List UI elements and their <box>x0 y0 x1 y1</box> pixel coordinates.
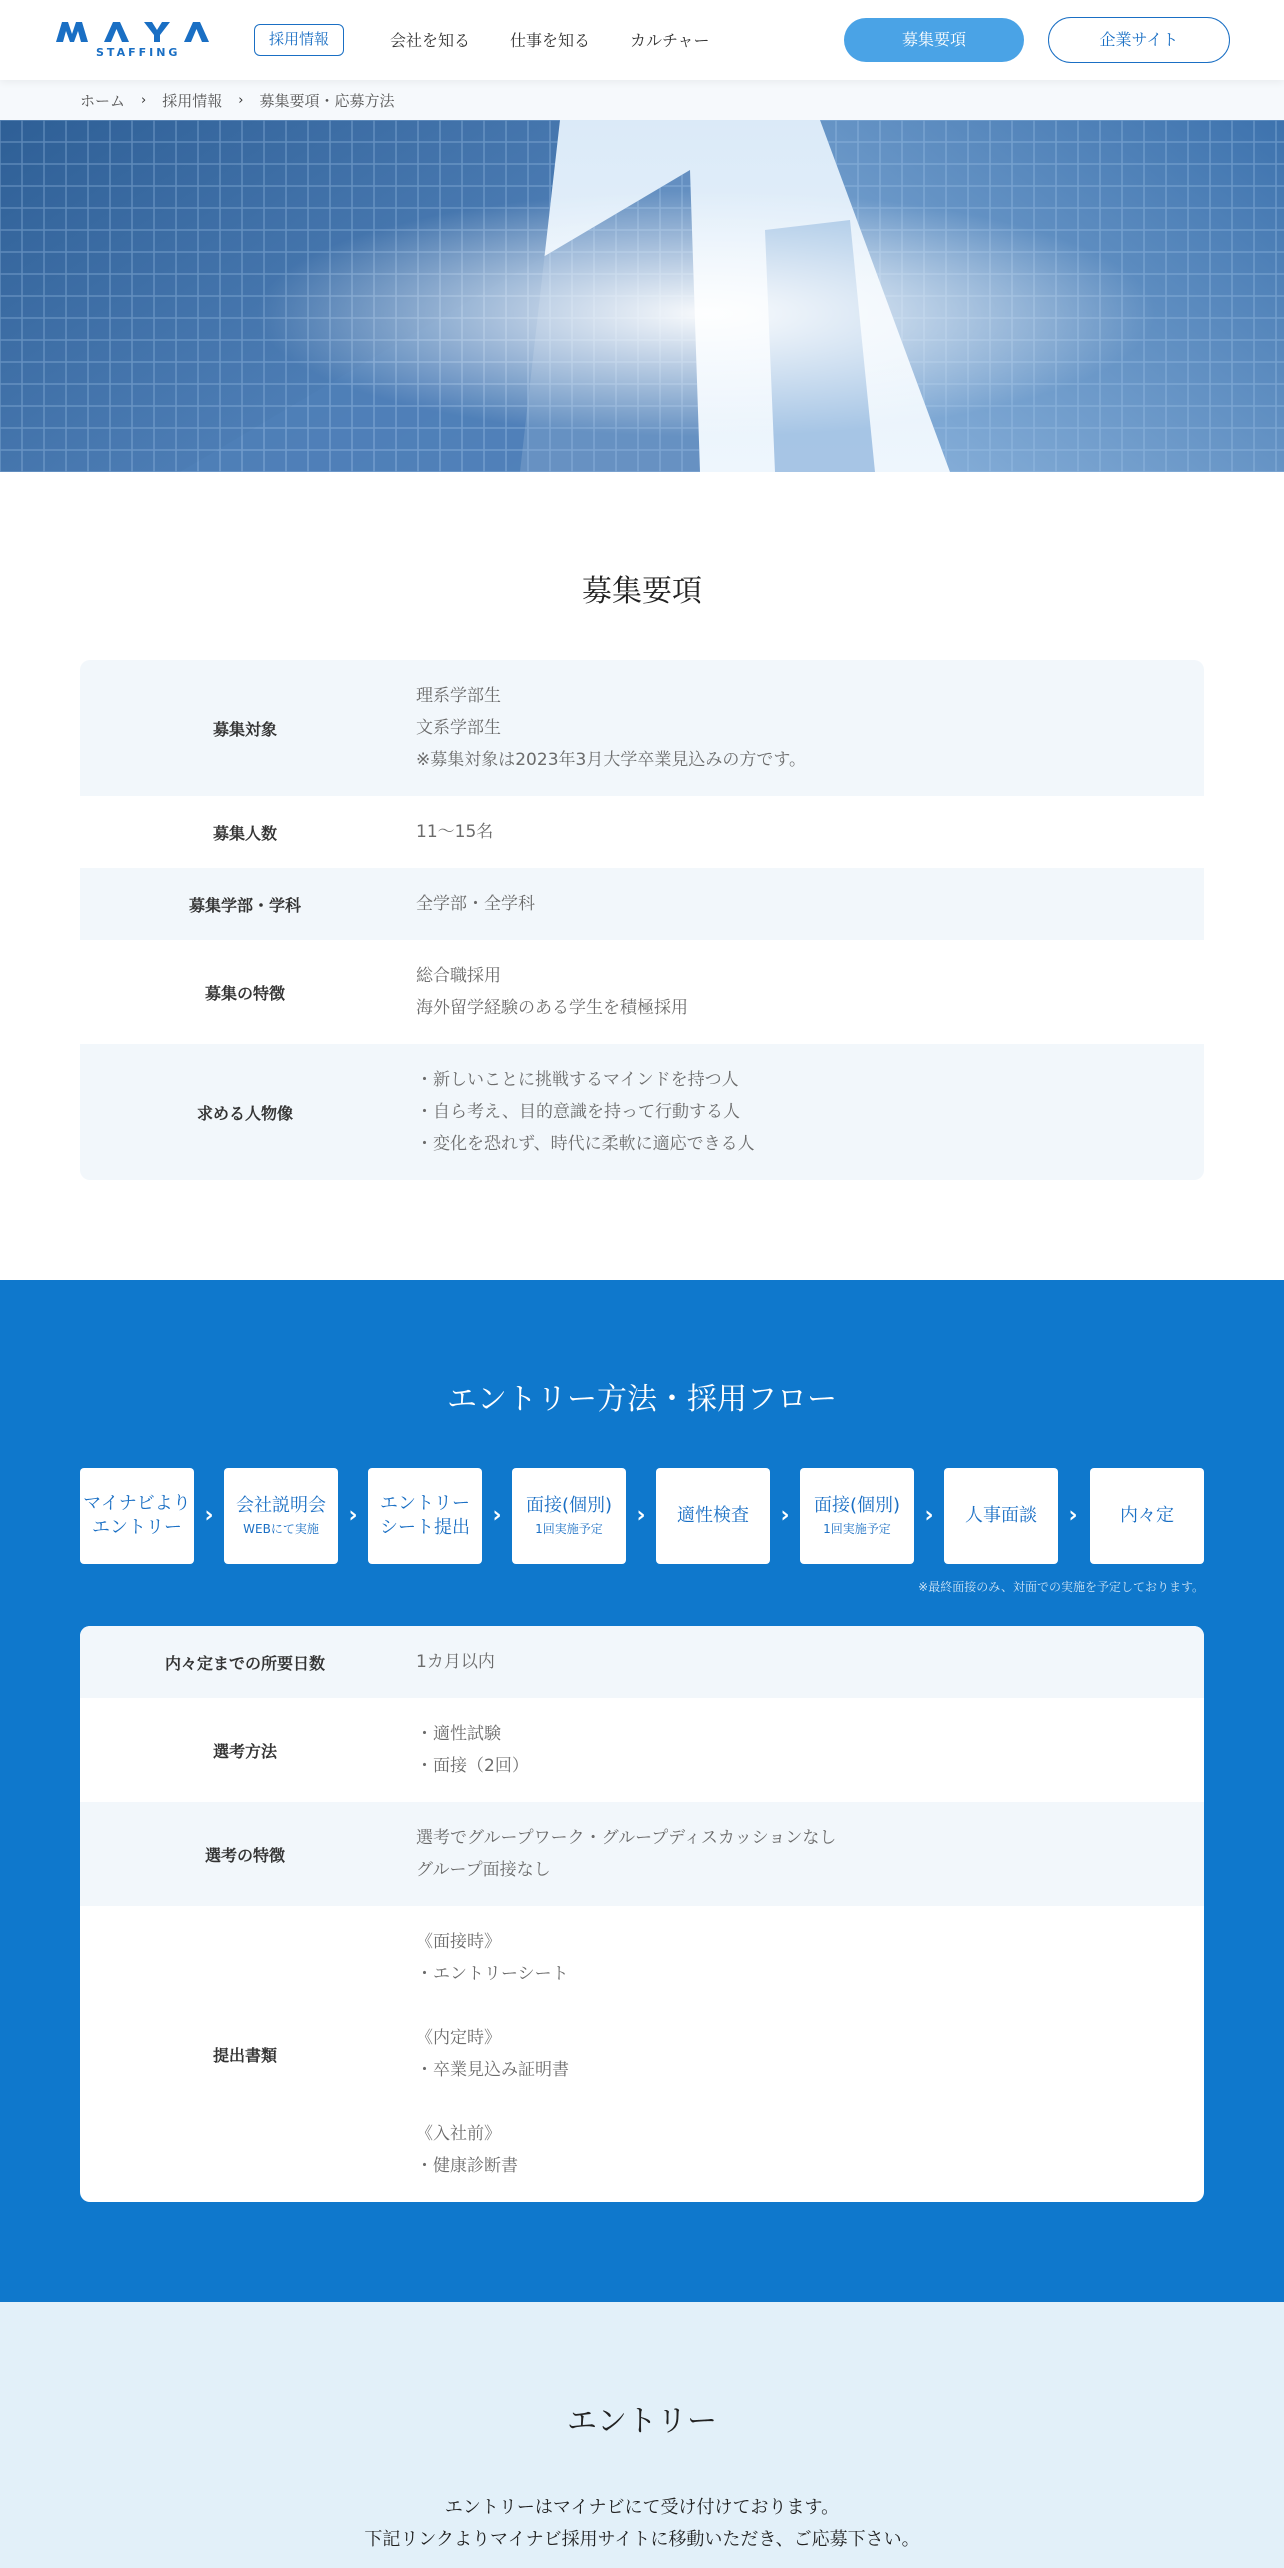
corporate-site-button[interactable]: 企業サイト <box>1048 17 1230 63</box>
entry-title: エントリー <box>567 2404 717 2439</box>
flow-note: ※最終面接のみ、対面での実施を予定しております。 <box>918 1580 1204 1594</box>
row-label: 選考の特徴 <box>204 1845 285 1865</box>
site-header <box>0 0 1284 80</box>
step-title-line: シート提出 <box>380 1517 470 1538</box>
value-line: 海外留学経験のある学生を積極採用 <box>416 998 688 1018</box>
step-title: 面接(個別) <box>525 1495 613 1516</box>
row-value <box>410 680 1204 776</box>
step-title: 面接(個別) <box>813 1495 901 1516</box>
row-label: 募集の特徴 <box>204 983 285 1003</box>
row-value <box>410 888 1204 920</box>
step-title <box>83 1492 191 1540</box>
chevron-right-icon: › <box>492 1503 502 1528</box>
flow-step <box>368 1468 482 1564</box>
maya-logo[interactable] <box>54 18 226 60</box>
value-line: ・エントリーシート <box>416 1964 569 1984</box>
value-line: ・適性試験 <box>416 1724 501 1744</box>
step-title-line: マイナビより <box>83 1493 191 1514</box>
recruit-info-tag[interactable]: 採用情報 <box>254 24 344 56</box>
step-title <box>380 1492 470 1540</box>
table-row <box>80 796 1204 868</box>
spacer <box>416 1990 1204 2022</box>
value-line: ※募集対象は2023年3月大学卒業見込みの方です。 <box>416 750 806 770</box>
row-label: 選考方法 <box>212 1741 277 1761</box>
step-title: 内々定 <box>1120 1505 1174 1526</box>
chevron-right-icon: › <box>204 1503 214 1528</box>
chevron-right-icon: › <box>348 1503 358 1528</box>
row-value <box>410 1718 1204 1782</box>
row-value <box>410 1822 1204 1886</box>
breadcrumb-home[interactable]: ホーム <box>80 91 126 110</box>
table-row <box>80 1906 1204 2202</box>
row-value <box>410 816 1204 848</box>
step-subtitle: 1回実施予定 <box>535 1522 603 1536</box>
breadcrumb-recruit[interactable]: 採用情報 <box>162 91 223 110</box>
row-label: 募集学部・学科 <box>188 895 301 915</box>
row-label: 募集人数 <box>212 823 277 843</box>
table-row <box>80 1044 1204 1180</box>
value-line: ・変化を恐れず、時代に柔軟に適応できる人 <box>416 1134 755 1154</box>
step-title-line: エントリー <box>91 1517 182 1538</box>
chevron-right-icon: › <box>1068 1503 1078 1528</box>
row-label: 募集対象 <box>212 719 277 739</box>
spacer <box>416 2086 1204 2118</box>
table-row <box>80 660 1204 796</box>
breadcrumb <box>0 80 1284 120</box>
row-label: 内々定までの所要日数 <box>164 1653 325 1673</box>
value-line: 理系学部生 <box>416 686 501 706</box>
row-value <box>410 1926 1204 2182</box>
selection-table <box>80 1626 1204 2202</box>
table-row <box>80 1626 1204 1698</box>
step-title: 会社説明会 <box>236 1495 326 1516</box>
row-value <box>410 1064 1204 1160</box>
table-row <box>80 1698 1204 1802</box>
chevron-right-icon: › <box>924 1503 934 1528</box>
flow-step <box>80 1468 194 1564</box>
table-row <box>80 940 1204 1044</box>
main-nav <box>390 28 710 51</box>
nav-item-culture[interactable]: カルチャー <box>630 31 710 50</box>
table-row <box>80 868 1204 940</box>
step-subtitle: 1回実施予定 <box>823 1522 891 1536</box>
chevron-right-icon: › <box>780 1503 790 1528</box>
row-label: 求める人物像 <box>196 1103 293 1123</box>
value-line: ・健康診断書 <box>416 2156 518 2176</box>
step-title: 適性検査 <box>677 1505 749 1526</box>
value-line: ・新しいことに挑戦するマインドを持つ人 <box>416 1070 739 1090</box>
row-value <box>410 1646 1204 1678</box>
requirements-button[interactable]: 募集要項 <box>844 18 1024 62</box>
breadcrumb-current: 募集要項・応募方法 <box>259 91 395 110</box>
value-line: グループ面接なし <box>416 1860 551 1880</box>
flow-step <box>224 1468 338 1564</box>
step-title-line: エントリー <box>380 1493 470 1514</box>
value-line: 《内定時》 <box>416 2028 501 2048</box>
value-line: ・自ら考え、目的意識を持って行動する人 <box>416 1102 741 1122</box>
flow-step <box>800 1468 914 1564</box>
logo-subtitle: STAFFING <box>96 46 181 59</box>
row-label: 提出書類 <box>212 2045 277 2065</box>
flow-step <box>944 1468 1058 1564</box>
step-title: 人事面談 <box>965 1505 1037 1526</box>
selection-flow <box>80 1468 1204 1564</box>
value-line: 全学部・全学科 <box>416 894 535 914</box>
value-line: ・卒業見込み証明書 <box>416 2060 569 2080</box>
value-line: ・面接（2回） <box>416 1756 529 1776</box>
requirements-table <box>80 660 1204 1180</box>
entry-text-line: 下記リンクよりマイナビ採用サイトに移動いただき、ご応募下さい。 <box>364 2529 920 2550</box>
value-line: 《入社前》 <box>416 2124 501 2144</box>
table-row <box>80 1802 1204 1906</box>
requirements-title: 募集要項 <box>582 574 702 609</box>
flow-step <box>512 1468 626 1564</box>
nav-item-company[interactable]: 会社を知る <box>390 31 471 50</box>
value-line: 11〜15名 <box>416 822 494 842</box>
flow-step <box>1090 1468 1204 1564</box>
nav-item-work[interactable]: 仕事を知る <box>510 31 591 50</box>
entry-text-line: エントリーはマイナビにて受け付けております。 <box>444 2497 840 2518</box>
value-line: 総合職採用 <box>416 966 501 986</box>
value-line: 1カ月以内 <box>416 1652 495 1672</box>
flow-title: エントリー方法・採用フロー <box>447 1382 837 1417</box>
flow-step <box>656 1468 770 1564</box>
chevron-right-icon: › <box>636 1503 646 1528</box>
hero-image <box>0 120 1284 472</box>
step-subtitle: WEBにて実施 <box>243 1522 319 1536</box>
row-value <box>410 960 1204 1024</box>
chevron-right-icon: › <box>141 92 147 108</box>
value-line: 選考でグループワーク・グループディスカッションなし <box>416 1828 837 1848</box>
chevron-right-icon: › <box>238 92 244 108</box>
value-line: 文系学部生 <box>416 718 501 738</box>
value-line: 《面接時》 <box>416 1932 501 1952</box>
